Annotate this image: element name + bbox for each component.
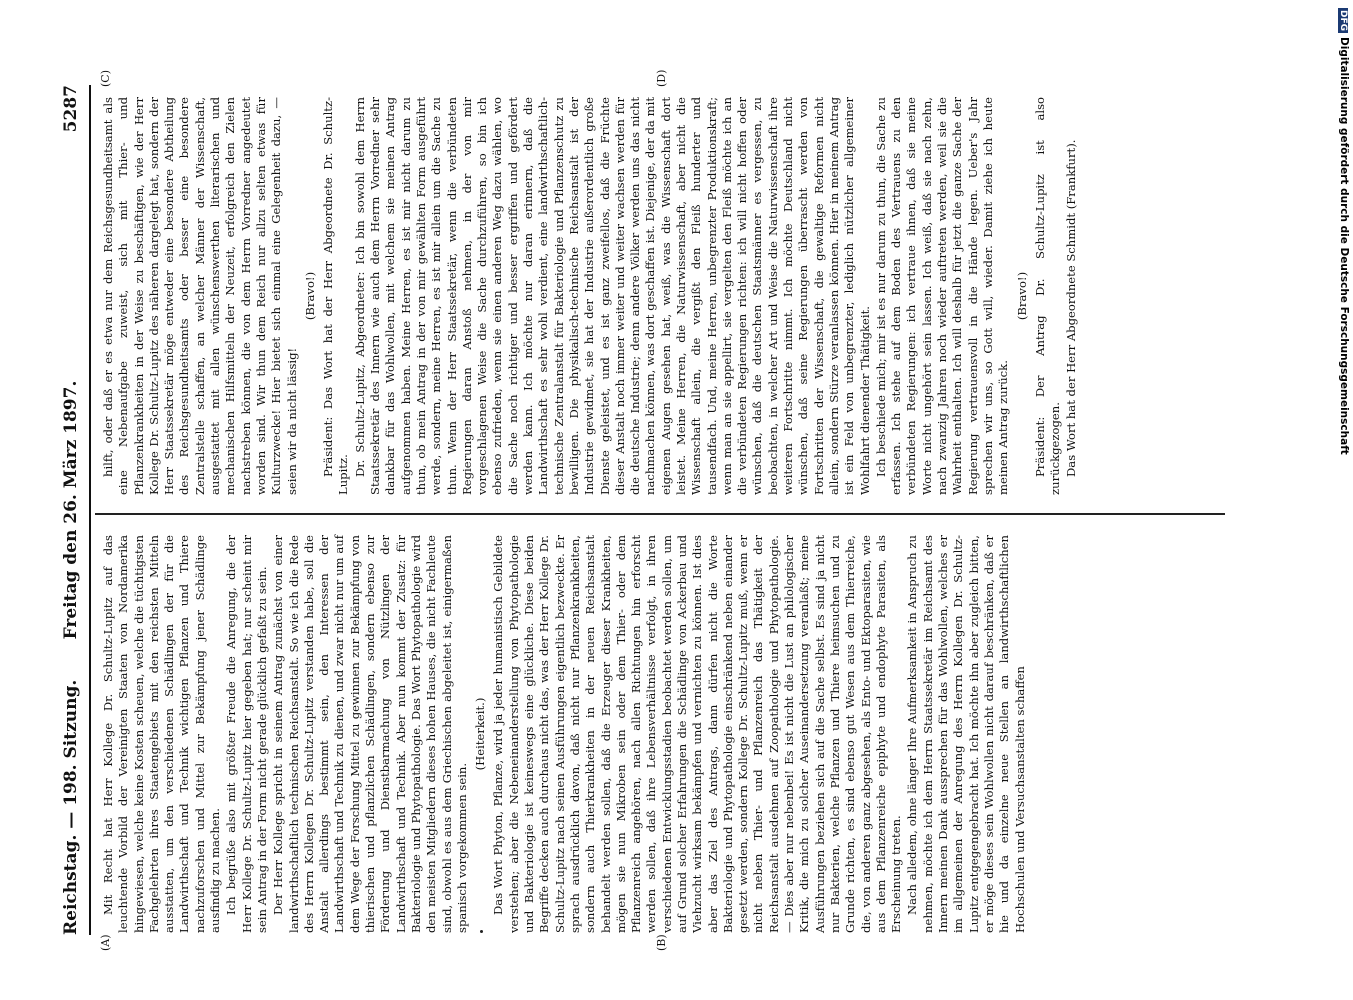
- interjection: (Bravo!): [1014, 271, 1029, 321]
- paragraph: Das Wort Phyton, Pflanze, wird ja jeder humanistisch Gebildete verstehen; aber die Nebeneinanderstellung von Phytopathologie und Bakteriologie ist keineswegs eine glückliche. Diese beiden Begriffe decken auch durchaus nicht das, was der Herr Kollege Dr. Schultz-Lupitz nach seinen Ausführungen eigentlich bezweckte. Er sprach ausdrücklich davon, daß nicht nur Pflanzenkrankheiten, sondern auch Thierkrankheiten in der neuen Reichsanstalt behandelt werden sollen, daß die Erzeuger dieser Krankheiten, mögen sie nun Mikroben sein oder dem Thier- oder dem Pflanzenreich angehören, nach allen Richtungen hin erforscht werden sollen, daß ihre Lebensverhältnisse verfolgt, in ihren verschiedenen Entwicklungsstadien beobachtet werden sollen, um auf Grund solcher Erfahrungen die Schädlinge von Ackerbau und Viehzucht wirksam bekämpfen und vernichten zu können. Ist dies aber das Ziel des Antrags, dann dürfen nicht die Worte Bakteriologie und Phytopathologie einschränkend neben einander gesetzt werden, sondern Kollege Dr. Schultz-Lupitz muß, wenn er nicht neben Thier- und Pflanzenreich das Thätigkeit der Reichsanstalt ausdehnen auf Zoopathologie und Phytopathologie. — Dies aber nur nebenbei! Es ist nicht die Lust an philologischer Kritik, die mich zu solcher Auseinandersetzung veranlaßt; meine Ausführungen beziehen sich auf die Sache selbst. Es sind ja nicht nur Bakterien, welche Pflanzen und Thiere heimsuchen und zu Grunde richten, es sind ebenso gut Wesen aus dem Thierreiche, die, von anderen ganz abgesehen, als Ento- und Ektoparasiten, wie aus dem Pflanzenreiche epiphyte und endophyte Parasiten, als Erscheinung treten.: [491, 535, 904, 933]
- paragraph: Präsident: Der Antrag Dr. Schultz-Lupitz ist also zurückgezogen.: [1032, 97, 1063, 495]
- column-divider: [95, 513, 1225, 515]
- page-header: [55, 85, 91, 935]
- paragraph: Nach alledem, ohne länger Ihre Aufmerksamkeit in Anspruch zu nehmen, möchte ich dem Herrn Staatssekretär im Reichsamt des Innern meinen Dank aussprechen für das Wohlwollen, welches er im allgemeinen der Anregung des Herrn Kollegen Dr. Schultz-Lupitz entgegengebracht hat. Ich möchte ihn aber zugleich bitten, er möge dieses sein Wohlwollen nicht darauf beschränken, daß er hie und da einzelne neue Stellen an landwirthschaftlichen Hochschulen und Versuchsanstalten schaffen: [905, 535, 1027, 933]
- scanned-page: [55, 69, 1285, 951]
- paragraph: Präsident: Das Wort hat der Herr Abgeordnete Dr. Schultz-Lupitz.: [321, 97, 351, 495]
- header-date: Freitag den 26. März 1897.: [61, 380, 81, 640]
- paragraph: Dr. Schultz-Lupitz, Abgeordneter: Ich bin sowohl dem Herrn Staatssekretär des Innern wie auch dem Herrn Vorredner sehr dankbar für das Wohlwollen, mit welchem sie meinen Antrag aufgenommen haben. Meine Herren, es ist mir nicht darum zu thun, ob mein Antrag in der von mir gewählten Form ausgeführt werde, sondern, meine Herren, es ist mir allein um die Sache zu thun. Wenn der Herr Staatssekretär, wenn die verbündeten Regierungen daran Anstoß nehmen, in der von mir vorgeschlagenen Weise die Sache durchzuführen, so bin ich ebenso zufrieden, wenn sie einen anderen Weg dazu wählen, wo die Sache noch richtiger und besser ergriffen und gefördert werden kann. Ich möchte nur daran erinnern, daß die Landwirthschaft es sehr wohl verdient, eine landwirthschaftlich-technische Zentralanstalt für Bakteriologie und Pflanzenschutz zu bewilligen. Die physikalisch-technische Reichsanstalt ist der Industrie gewidmet, sie hat der Industrie außerordentlich große Dienste geleistet, und es ist ganz zweifellos, daß die Früchte dieser Anstalt noch immer weiter und weiter wachsen werden für die deutsche Industrie; denn andere Völker werden uns das nicht nachmachen können, was dort geschaffen ist. Diejenige, der da mit eigenen Augen gesehen hat, weiß, was die Wissenschaft dort leistet. Meine Herren, die Naturwissenschaft, aber nicht die Wissenschaft allein, die vergißt den Fleiß hunderter und tausendfach. Und, meine Herren, unbegrenzter Produktionskraft; wenn man an sie appellirt, sie vergelten den Fleiß möchte ich an die verbündeten Regierungen richten: ich will nicht hoffen oder wünschen, daß die deutschen Staatsmänner es vergessen, zu beobachten, in welcher Art und Weise die Naturwissenschaft ihre weiteren Fortschritte nimmt. Ich möchte Deutschland nicht wünschen, daß seine Regierungen überrascht werden von Fortschritten der Wissenschaft, die gewaltige Reformen nicht allein, sondern Stürze veranlassen können. Hier in meinem Antrag ist ein Feld von unbegrenzter, lediglich nützlicher allgemeiner Wohlfahrt dienender Thätigkeit.: [352, 97, 872, 495]
- digitization-credit: [1336, 8, 1350, 608]
- right-column: [101, 97, 1081, 495]
- paragraph: Ich beschiede mich; mir ist es nur darum zu thun, die Sache zu erfassen. Ich stehe auf dem Boden des Vertrauens zu den verbündeten Regierungen: ich vertraue ihnen, daß sie meine Worte nicht ungehört sein lassen. Ich weiß, daß sie nach zehn, nach zwanzig Jahren noch wieder auftreten werden, weil sie die Wahrheit enthalten. Ich will deshalb für jetzt die ganze Sache der Regierung vertrauensvoll in die Hände legen. Ueber's Jahr sprechen wir uns, so Gott will, wieder. Damit ziehe ich heute meinen Antrag zurück.: [873, 97, 1011, 495]
- marker-b: (B): [655, 934, 668, 951]
- paragraph: Der Herr Kollege spricht in seinem Antrag zunächst von einer landwirthschaftlich technischen Reichsanstalt. So wie ich die Rede des Herrn Kollegen Dr. Schultz-Lupitz verstanden habe, soll die Anstalt allerdings bestimmt sein, den Interessen der Landwirthschaft und Technik zu dienen, und zwar nicht nur um auf dem Wege der Forschung Mittel zu gewinnen zur Bekämpfung von thierischen und pflanzlichen Schädlingen, sondern ebenso zur Förderung und Dienstbarmachung von Nützlingen der Landwirthschaft und Technik. Aber nun kommt der Zusatz: für Bakteriologie und Phytopathologie. Das Wort Phytopathologie wird den meisten Mitgliedern dieses hohen Hauses, die nicht Fachleute sind, obwohl es aus dem Griechischen abgeleitet ist, einigermaßen spanisch vorgekommen sein.: [271, 535, 469, 933]
- scan-speck: [480, 930, 483, 933]
- interjection: (Heiterkeit.): [473, 697, 488, 771]
- credit-text: Digitalisierung gefördert durch die Deutsche Forschungsgemeinschaft: [1338, 37, 1350, 455]
- header-session: Reichstag. — 198. Sitzung.: [61, 679, 81, 935]
- dfg-logo: DFG: [1338, 10, 1348, 32]
- marker-a: (A): [99, 934, 112, 951]
- marker-c: (C): [99, 70, 112, 87]
- paragraph: hilft, oder daß er es etwa nur dem Reichsgesundheitsamt als eine Nebenaufgabe zuweist, sich mit Thier- und Pflanzenkrankheiten in der Weise zu beschäftigen, wie der Herr Kollege Dr. Schultz-Lupitz des näheren dargelegt hat, sondern der Herr Staatssekretär möge entweder eine besondere Abtheilung des Reichsgesundheitsamts oder besser eine besondere Zentralstelle schaffen, an welcher Männer der Wissenschaft, ausgestattet mit allen wünschenswerthen literarischen und mechanischen Hilfsmitteln der Neuzeit, erfolgreich den Zielen nachstreben können, die von dem Herrn Vorredner angedeutet worden sind. Wir thun dem Reich nur allzu selten etwas für Kulturzwecke! Hier bietet sich einmal eine Gelegenheit dazu, — seien wir da nicht lässig!: [101, 97, 299, 495]
- marker-d: (D): [655, 69, 668, 87]
- paragraph: Mit Recht hat Herr Kollege Dr. Schultz-Lupitz auf das leuchtende Vorbild der Vereinigten Staaten von Nordamerika hingewiesen, welche keine Kosten scheuen, welche die tüchtigsten Fachgelehrten ihres Staatengebiets mit den reichsten Mitteln ausstatten, um den verschiedenen Schädlingen der für die Landwirthschaft und Technik wichtigen Pflanzen und Thiere nachzuforschen und Mittel zur Bekämpfung jener Schädlinge ausfindig zu machen.: [101, 535, 223, 933]
- header-page-number: 5287: [61, 85, 81, 133]
- paragraph: Das Wort hat der Herr Abgeordnete Schmidt (Frankfurt).: [1064, 139, 1079, 477]
- interjection: (Bravo!): [302, 271, 317, 321]
- paragraph: Ich begrüße also mit größter Freude die Anregung, die der Herr Kollege Dr. Schultz-Lupitz hier gegeben hat; nur scheint mir sein Antrag in der Form nicht gerade glücklich gefaßt zu sein.: [224, 535, 269, 933]
- left-column: [101, 535, 1029, 933]
